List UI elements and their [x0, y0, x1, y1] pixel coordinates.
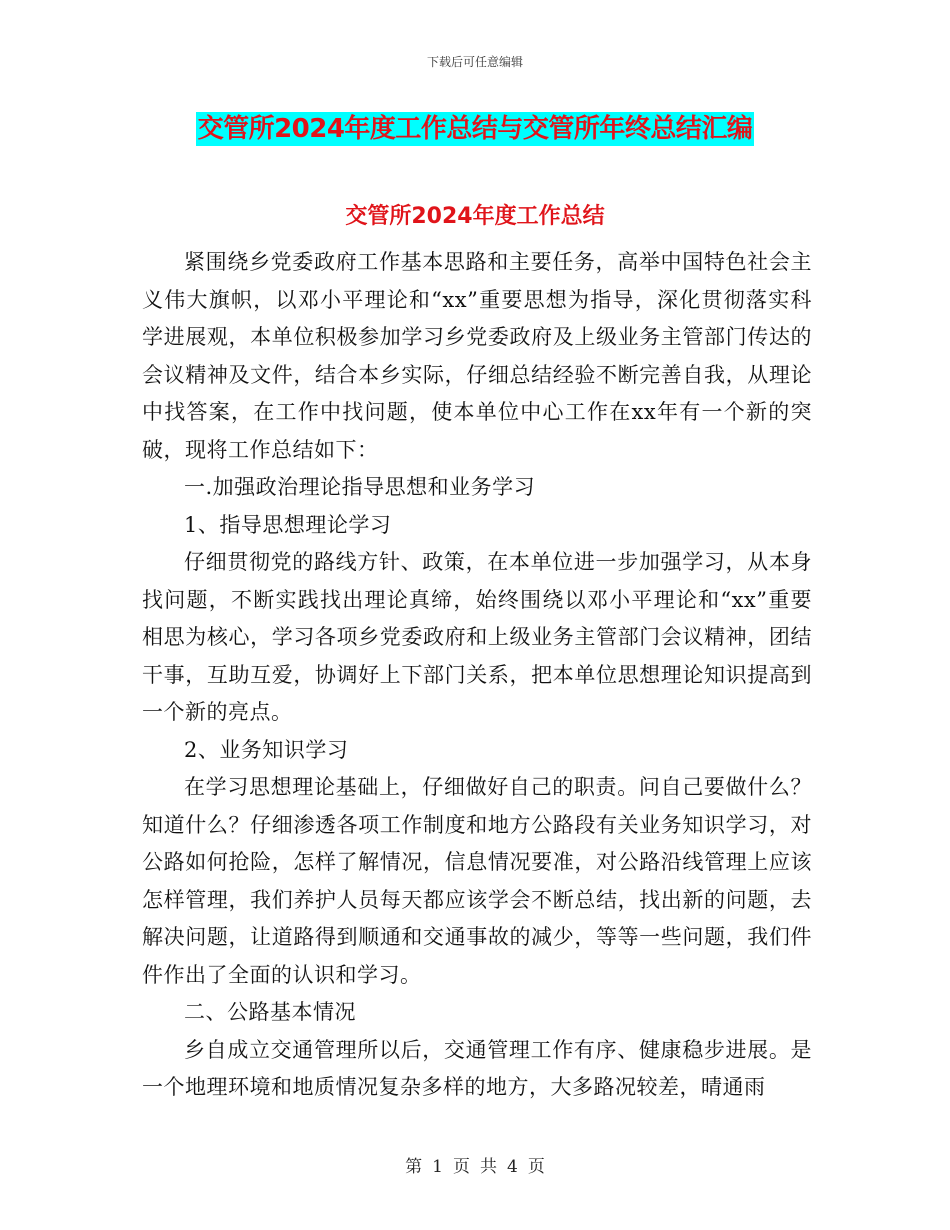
heading-2: 二、公路基本情况	[184, 1000, 356, 1024]
heading-1: 一.加强政治理论指导思想和业务学习	[184, 475, 536, 499]
page-header-note: 下载后可任意编辑	[426, 55, 523, 69]
main-title: 交管所2024年度工作总结与交管所年终总结汇编	[197, 114, 753, 144]
total-pages-number: 4	[507, 1157, 518, 1177]
paragraph: 仔细贯彻党的路线方针、政策，在本单位进一步加强学习，从本身找问题，不断实践找出理论真缔，始终围绕以邓小平理论和“xx”重要相思为核心，学习各项乡党委政府和上级业务主管部门会议精神，团结干事，互助互爱，协调好上下部门关系，把本单位思想理论知识提高到一个新的亮点。	[142, 550, 812, 724]
paragraph: 在学习思想理论基础上，仔细做好自己的职责。问自己要做什么？知道什么？仔细渗透各项工作制度和地方公路段有关业务知识学习，对公路如何抢险，怎样了解情况，信息情况要准，对公路沿线管理上应该怎样管理，我们养护人员每天都应该学会不断总结，找出新的问题，去解决问题，让道路得到顺通和交通事故的减少，等等一些问题，我们件件作出了全面的认识和学习。	[142, 775, 812, 987]
footer-word: 页	[453, 1157, 470, 1177]
footer-word: 共	[480, 1157, 497, 1177]
document-body	[142, 244, 812, 1107]
footer-word: 第	[405, 1157, 423, 1177]
paragraph: 乡自成立交通管理所以后，交通管理工作有序、健康稳步进展。是一个地理环境和地质情况复杂多样的地方，大多路况较差，晴通雨	[142, 1037, 812, 1099]
subheading-1: 1、指导思想理论学习	[184, 512, 392, 537]
main-title-wrap	[0, 112, 950, 146]
footer-word: 页	[527, 1157, 545, 1177]
section-title: 交管所2024年度工作总结	[345, 204, 605, 229]
page-footer	[0, 1152, 950, 1177]
subheading-2: 2、业务知识学习	[184, 737, 349, 762]
current-page-number: 1	[432, 1157, 443, 1177]
paragraph: 紧围绕乡党委政府工作基本思路和主要任务，高举中国特色社会主义伟大旗帜，以邓小平理论和“xx”重要思想为指导，深化贯彻落实科学进展观，本单位积极参加学习乡党委政府及上级业务主管部门传达的会议精神及文件，结合本乡实际，仔细总结经验不断完善自我，从理论中找答案，在工作中找问题，使本单位中心工作在xx年有一个新的突破，现将工作总结如下：	[142, 250, 812, 462]
